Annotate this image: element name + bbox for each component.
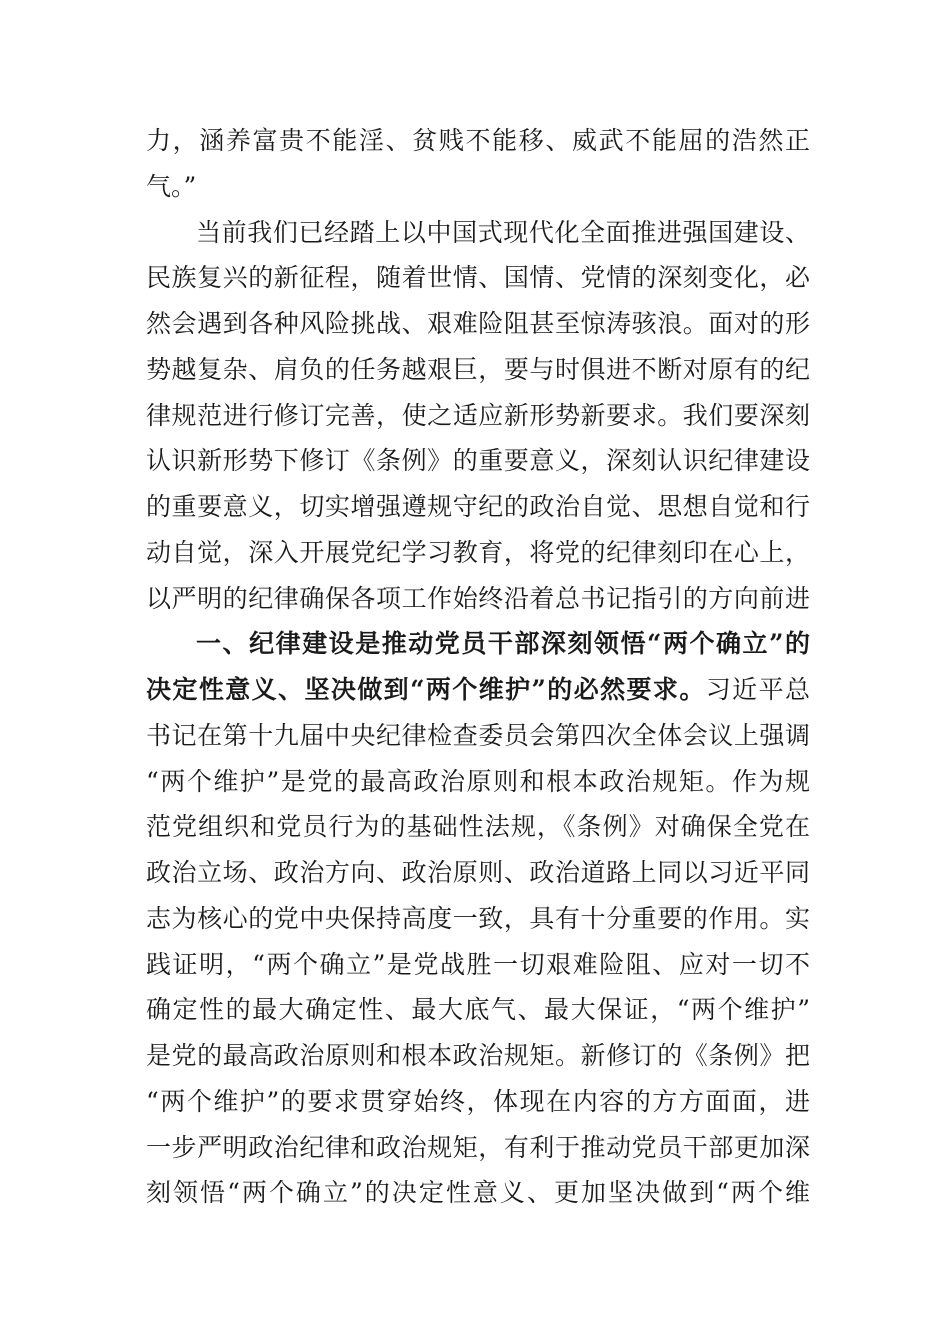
text-line: 气。”: [146, 171, 197, 201]
text-line: 书记在第十九届中央纪律检查委员会第四次全体会议上强调: [146, 720, 810, 750]
text-line: 范党组织和党员行为的基础性法规，《条例》对确保全党在: [146, 812, 810, 842]
paragraph-first-line: 当前我们已经踏上以中国式现代化全面推进强国建设、: [196, 217, 810, 247]
text-line: 一步严明政治纪律和政治规矩，有利于推动党员干部更加深: [146, 1132, 810, 1162]
text-line: 认识新形势下修订《条例》的重要意义，深刻认识纪律建设: [146, 446, 810, 476]
text-line: “两个维护”的要求贯穿始终，体现在内容的方方面面，进: [146, 1086, 810, 1116]
text-line: 民族复兴的新征程，随着世情、国情、党情的深刻变化，必: [146, 263, 810, 293]
text-line: 的重要意义，切实增强遵规守纪的政治自觉、思想自觉和行: [146, 492, 810, 521]
text-line: 然会遇到各种风险挑战、艰难险阻甚至惊涛骇浪。面对的形: [146, 309, 810, 338]
text-line: 政治立场、政治方向、政治原则、政治道路上同以习近平同: [146, 858, 810, 887]
text-line: 律规范进行修订完善，使之适应新形势新要求。我们要深刻: [146, 400, 810, 430]
body-text: [146, 118, 810, 1216]
section-heading-end: 决定性意义、坚决做到“两个维护”的必然要求。: [146, 675, 706, 704]
text-line: 以严明的纪律确保各项工作始终沿着总书记指引的方向前进: [146, 583, 810, 613]
text-segment: 习近平总: [705, 675, 810, 704]
text-line: 刻领悟“两个确立”的决定性意义、更加坚决做到“两个维: [146, 1178, 810, 1208]
text-line: 是党的最高政治原则和根本政治规矩。新修订的《条例》把: [146, 1041, 810, 1070]
section-heading-line: 一、纪律建设是推动党员干部深刻领悟“两个确立”的: [196, 629, 810, 659]
text-line: 动自觉，深入开展党纪学习教育，将党的纪律刻印在心上，: [146, 537, 810, 567]
text-line: “两个维护”是党的最高政治原则和根本政治规矩。作为规: [146, 766, 810, 796]
text-line: 志为核心的党中央保持高度一致，具有十分重要的作用。实: [146, 903, 810, 933]
text-line: 势越复杂、肩负的任务越艰巨，要与时俱进不断对原有的纪: [146, 354, 810, 384]
text-line: 践证明，“两个确立”是党战胜一切艰难险阻、应对一切不: [146, 949, 810, 979]
text-line: [146, 667, 810, 713]
text-line: 力，涵养富贵不能淫、贫贱不能移、威武不能屈的浩然正: [146, 126, 810, 155]
text-line: 确定性的最大确定性、最大底气、最大保证，“两个维护”: [146, 995, 810, 1025]
